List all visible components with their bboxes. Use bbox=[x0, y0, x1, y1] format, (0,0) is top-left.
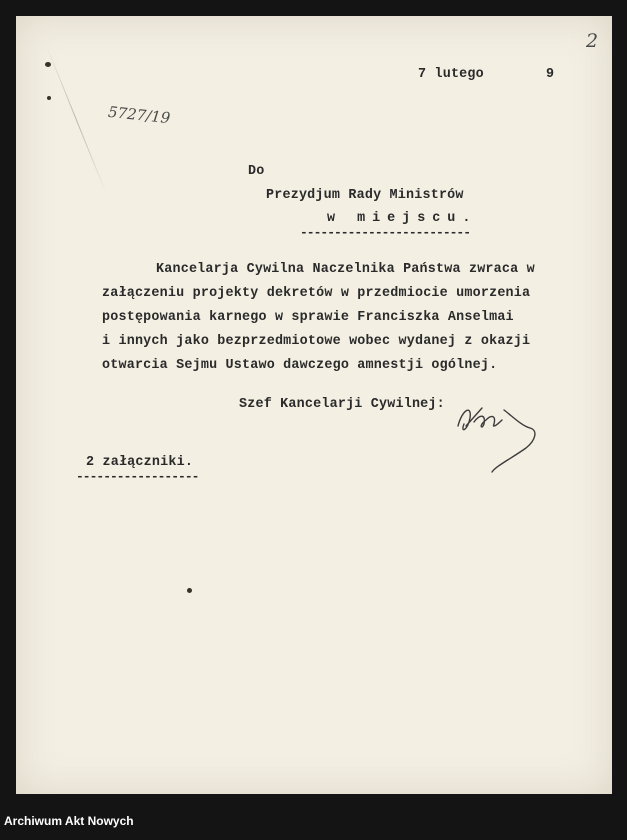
archive-name: Archiwum Akt Nowych bbox=[4, 814, 134, 828]
ink-spot bbox=[45, 62, 51, 67]
location: w miejscu. bbox=[327, 211, 478, 226]
ink-spot bbox=[187, 588, 192, 593]
address-to: Do bbox=[248, 164, 265, 179]
archive-reference-mark: 5727/19 bbox=[107, 102, 172, 128]
handwritten-signature bbox=[452, 396, 544, 476]
body-line-3: postępowania karnego w sprawie Franciszka Anselmai bbox=[102, 310, 514, 325]
signature-label: Szef Kancelarji Cywilnej: bbox=[239, 397, 445, 412]
date-year: 9 bbox=[546, 67, 555, 82]
location-underline: ------------------------- bbox=[300, 225, 471, 240]
attachments-underline: ------------------ bbox=[76, 469, 199, 484]
ink-spot bbox=[47, 96, 51, 100]
body-line-5: otwarcia Sejmu Ustawo dawczego amnestji ogólnej. bbox=[102, 358, 498, 373]
date-day: 7 lutego bbox=[418, 67, 484, 82]
paper-fold-line bbox=[46, 46, 107, 195]
body-line-4: i innych jako bezprzedmiotowe wobec wydanej z okazji bbox=[102, 334, 531, 349]
body-line-2: załączeniu projekty dekretów w przedmiocie umorzenia bbox=[102, 286, 531, 301]
recipient: Prezydjum Rady Ministrów bbox=[266, 188, 464, 203]
attachments: 2 załączniki. bbox=[86, 455, 194, 470]
body-line-1: Kancelarja Cywilna Naczelnika Państwa zwraca w bbox=[156, 262, 535, 277]
page-number: 2 bbox=[586, 30, 599, 52]
